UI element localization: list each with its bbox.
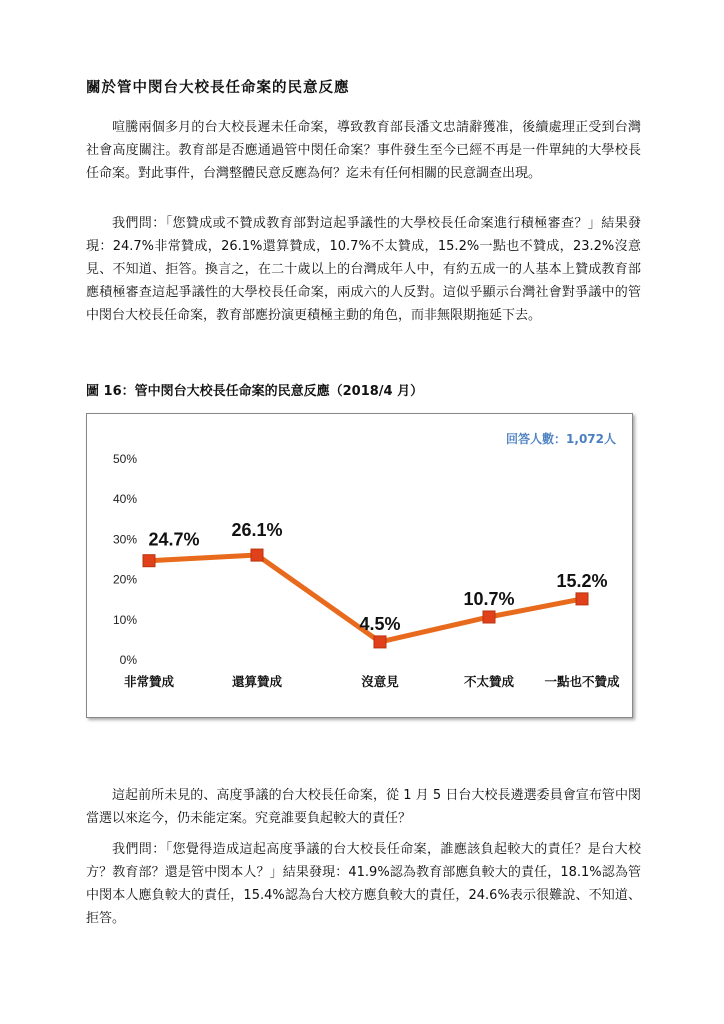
data-label: 26.1% xyxy=(231,520,283,541)
data-point-marker xyxy=(251,549,263,561)
chart-frame xyxy=(86,413,633,718)
y-tick-label: 50% xyxy=(112,452,137,466)
paragraph-question-1: 我們問：「您贊成或不贊成教育部對這起爭議性的大學校長任命案進行積極審查？」結果發現：24.7%非常贊成，26.1%還算贊成，10.7%不太贊成，15.2%一點也不贊成，23.2%沒意見、不知道、拒答。換言之，在二十歲以上的台灣成年人中，有約五成一的人基本上贊成教育部應積極審查這起爭議性的大學校長任命案，兩成六的人反對。這似乎顯示台灣社會對爭議中的管中閔台大校長任命案，教育部應扮演更積極主動的角色，而非無限期拖延下去。 xyxy=(86,216,641,323)
y-tick-label: 0% xyxy=(119,653,137,667)
data-label: 10.7% xyxy=(463,588,515,609)
figure-caption: 圖 16：管中閔台大校長任命案的民意反應（2018/4 月） xyxy=(86,384,424,399)
paragraph-context: 這起前所未見的、高度爭議的台大校長任命案，從 1 月 5 日台大校長遴選委員會宣布管中閔當選以來迄今，仍未能定案。究竟誰要負起較大的責任？ xyxy=(86,788,641,826)
data-label: 4.5% xyxy=(359,613,401,634)
y-tick-label: 30% xyxy=(112,532,137,547)
y-tick-label: 40% xyxy=(112,492,137,507)
x-tick-label: 還算贊成 xyxy=(231,675,283,689)
data-label: 24.7% xyxy=(148,529,200,550)
paragraph-intro: 喧騰兩個多月的台大校長遲未任命案，導致教育部長潘文忠請辭獲准，後續處理正受到台灣社會高度關注。教育部是否應通過管中閔任命案？事件發生至今已經不再是一件單純的大學校長任命案。對此事件，台灣整體民意反應為何？迄未有任何相關的民意調查出現。 xyxy=(86,120,641,181)
x-tick-label: 非常贊成 xyxy=(123,675,175,689)
x-tick-label: 不太贊成 xyxy=(463,675,515,689)
paragraph-question-2: 我們問：「您覺得造成這起高度爭議的台大校長任命案，誰應該負起較大的責任？是台大校方？教育部？還是管中閔本人？」結果發現：41.9%認為教育部應負較大的責任，18.1%認為管中閔本人應負較大的責任，15.4%認為台大校方應負較大的責任，24.6%表示很難說、不知道、拒答。 xyxy=(86,842,641,926)
data-point-marker xyxy=(576,593,588,605)
data-label: 15.2% xyxy=(556,570,608,591)
respondents-count: 回答人數：1,072人 xyxy=(506,432,616,446)
y-tick-label: 20% xyxy=(112,572,137,587)
x-tick-label: 沒意見 xyxy=(361,675,399,689)
data-point-marker xyxy=(143,555,155,567)
line-chart xyxy=(87,414,632,717)
data-point-marker xyxy=(374,636,386,648)
x-tick-label: 一點也不贊成 xyxy=(544,675,620,689)
y-tick-label: 10% xyxy=(112,612,137,627)
page-heading: 關於管中閔台大校長任命案的民意反應 xyxy=(86,79,350,96)
data-point-marker xyxy=(483,611,495,623)
